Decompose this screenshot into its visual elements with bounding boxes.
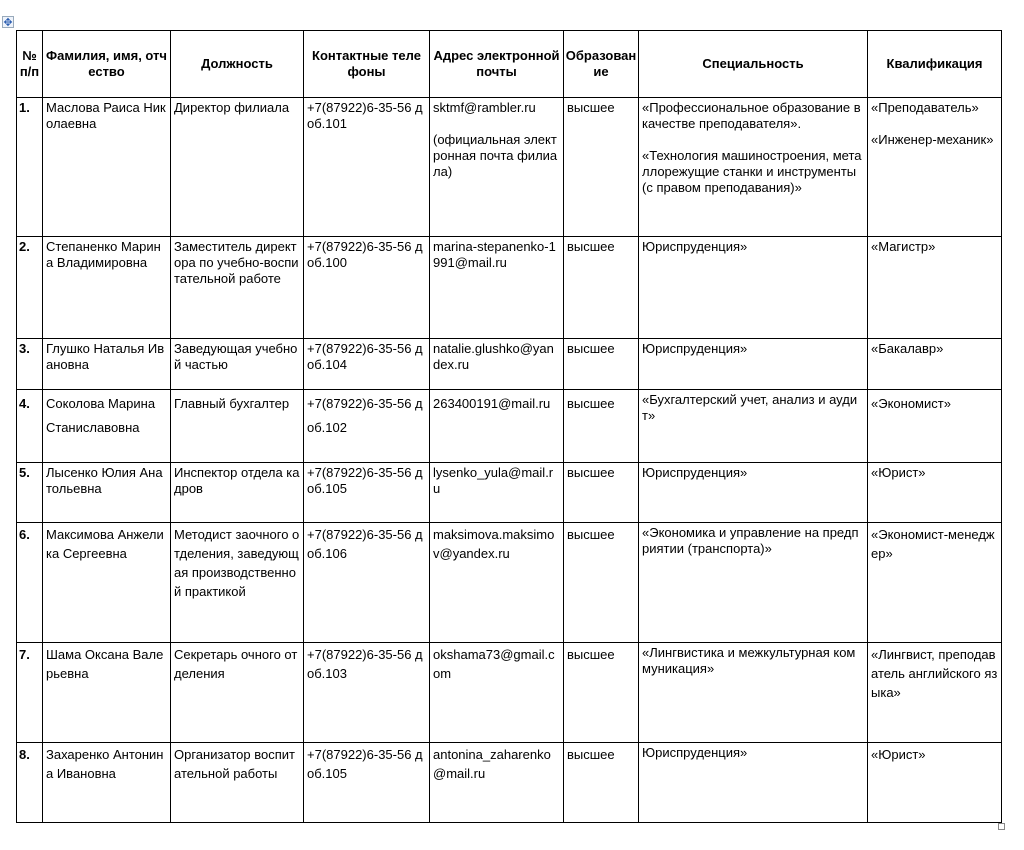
cell-specialty: Юриспруденция»: [639, 463, 868, 523]
table-row: [17, 743, 1002, 823]
table-row: [17, 463, 1002, 523]
cell-qualification: «Магистр»: [868, 237, 1002, 339]
cell-phone: +7(87922)6-35-56 доб.102: [304, 390, 430, 463]
cell-name: Степаненко Марина Владимировна: [43, 237, 171, 339]
cell-specialty: «Лингвистика и межкультурная коммуникация»: [639, 643, 868, 743]
cell-email: sktmf@rambler.ru (официальная электронная почта филиала): [430, 98, 564, 237]
cell-specialty: Юриспруденция»: [639, 339, 868, 390]
cell-education: высшее: [564, 237, 639, 339]
header-education: Образование: [564, 31, 639, 98]
cell-education: высшее: [564, 523, 639, 643]
header-email: Адрес электронной почты: [430, 31, 564, 98]
cell-num: 2.: [17, 237, 43, 339]
cell-qualification: «Юрист»: [868, 743, 1002, 823]
table-row: [17, 643, 1002, 743]
cell-name: Соколова Марина Станиславовна: [43, 390, 171, 463]
cell-qualification: «Экономист-менеджер»: [868, 523, 1002, 643]
cell-education: высшее: [564, 743, 639, 823]
cell-email: okshama73@gmail.com: [430, 643, 564, 743]
header-name: Фамилия, имя, отчество: [43, 31, 171, 98]
cell-phone: +7(87922)6-35-56 доб.104: [304, 339, 430, 390]
cell-email: maksimova.maksimov@yandex.ru: [430, 523, 564, 643]
cell-num: 7.: [17, 643, 43, 743]
header-qualification: Квалификация: [868, 31, 1002, 98]
staff-table: [16, 30, 1002, 823]
cell-num: 3.: [17, 339, 43, 390]
cell-phone: +7(87922)6-35-56 доб.100: [304, 237, 430, 339]
cell-education: высшее: [564, 98, 639, 237]
cell-position: Директор филиала: [171, 98, 304, 237]
cell-phone: +7(87922)6-35-56 доб.101: [304, 98, 430, 237]
cell-education: высшее: [564, 390, 639, 463]
cell-phone: +7(87922)6-35-56 доб.105: [304, 743, 430, 823]
table-row: [17, 390, 1002, 463]
cell-email: antonina_zaharenko@mail.ru: [430, 743, 564, 823]
cell-specialty: «Профессиональное образование в качестве преподавателя». «Технология машиностроения, металлорежущие станки и инструменты (с правом преподавания)»: [639, 98, 868, 237]
cell-qualification: «Лингвист, преподаватель английского языка»: [868, 643, 1002, 743]
cell-position: Заместитель директора по учебно-воспитательной работе: [171, 237, 304, 339]
cell-phone: +7(87922)6-35-56 доб.105: [304, 463, 430, 523]
cell-specialty: «Бухгалтерский учет, анализ и аудит»: [639, 390, 868, 463]
cell-name: Маслова Раиса Николаевна: [43, 98, 171, 237]
cell-specialty: Юриспруденция»: [639, 237, 868, 339]
table-row: [17, 339, 1002, 390]
cell-specialty: «Экономика и управление на предприятии (транспорта)»: [639, 523, 868, 643]
header-num: № п/п: [17, 31, 43, 98]
cell-phone: +7(87922)6-35-56 доб.103: [304, 643, 430, 743]
table-resize-handle[interactable]: [998, 823, 1005, 830]
cell-position: Заведующая учебной частью: [171, 339, 304, 390]
cell-name: Глушко Наталья Ивановна: [43, 339, 171, 390]
cell-position: Главный бухгалтер: [171, 390, 304, 463]
table-move-handle-icon[interactable]: ✥: [3, 17, 13, 29]
header-position: Должность: [171, 31, 304, 98]
cell-num: 6.: [17, 523, 43, 643]
cell-education: высшее: [564, 643, 639, 743]
cell-qualification: «Преподаватель» «Инженер-механик»: [868, 98, 1002, 237]
cell-name: Максимова Анжелика Сергеевна: [43, 523, 171, 643]
cell-position: Инспектор отдела кадров: [171, 463, 304, 523]
cell-email: marina-stepanenko-1991@mail.ru: [430, 237, 564, 339]
cell-name: Захаренко Антонина Ивановна: [43, 743, 171, 823]
header-phone: Контактные телефоны: [304, 31, 430, 98]
cell-qualification: «Экономист»: [868, 390, 1002, 463]
cell-name: Лысенко Юлия Анатольевна: [43, 463, 171, 523]
cell-email: natalie.glushko@yandex.ru: [430, 339, 564, 390]
cell-num: 8.: [17, 743, 43, 823]
header-row: [17, 31, 1002, 98]
cell-qualification: «Бакалавр»: [868, 339, 1002, 390]
cell-num: 4.: [17, 390, 43, 463]
header-specialty: Специальность: [639, 31, 868, 98]
cell-position: Секретарь очного отделения: [171, 643, 304, 743]
cell-qualification: «Юрист»: [868, 463, 1002, 523]
cell-phone: +7(87922)6-35-56 доб.106: [304, 523, 430, 643]
cell-education: высшее: [564, 463, 639, 523]
cell-specialty: Юриспруденция»: [639, 743, 868, 823]
cell-position: Методист заочного отделения, заведующая производственной практикой: [171, 523, 304, 643]
table-row: [17, 237, 1002, 339]
table-row: [17, 98, 1002, 237]
cell-num: 5.: [17, 463, 43, 523]
cell-email: 263400191@mail.ru: [430, 390, 564, 463]
table-row: [17, 523, 1002, 643]
cell-position: Организатор воспитательной работы: [171, 743, 304, 823]
cell-name: Шама Оксана Валерьевна: [43, 643, 171, 743]
cell-email: lysenko_yula@mail.ru: [430, 463, 564, 523]
cell-num: 1.: [17, 98, 43, 237]
cell-education: высшее: [564, 339, 639, 390]
